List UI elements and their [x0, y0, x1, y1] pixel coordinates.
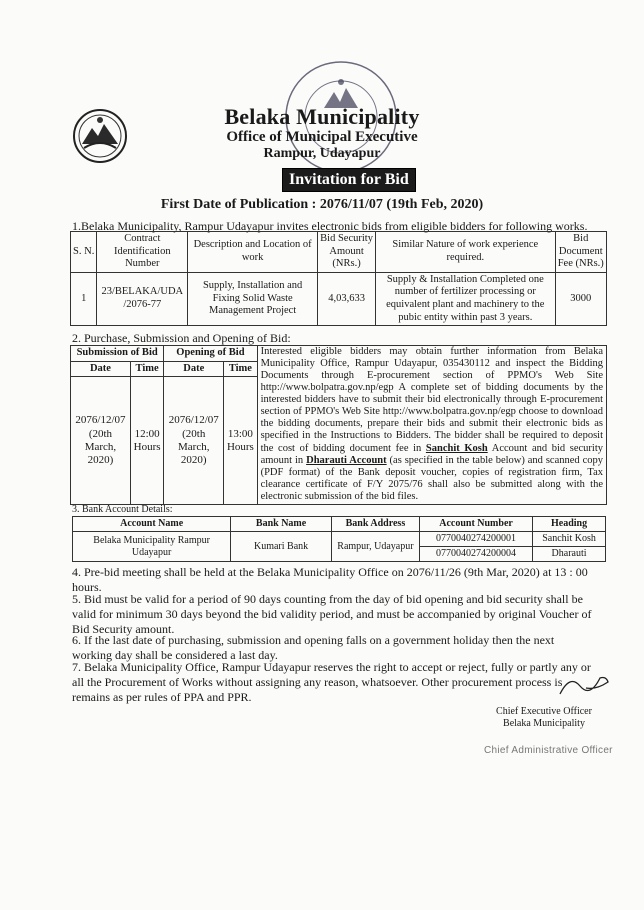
account-heading: Sanchit Kosh: [533, 532, 606, 547]
intro-text: 1.Belaka Municipality, Rampur Udayapur invites electronic bids from eligible bidders for following works.: [72, 219, 588, 233]
publication-date: First Date of Publication : 2076/11/07 (19th Feb, 2020): [160, 197, 484, 212]
sub-date-header: Date: [71, 361, 131, 377]
note-validity: 5. Bid must be valid for a period of 90 days counting from the day of bid opening and bid security shall be valid for minimum 30 days beyond the bid validity period, and must be accompanied by original Voucher of Bid Security amount.: [72, 592, 592, 636]
egp-link-1[interactable]: http://www.bolpatra.gov.np/egp: [260, 382, 394, 394]
bank-name: Kumari Bank: [231, 532, 332, 562]
municipality-title: Belaka Municipality: [224, 104, 420, 129]
open-time-header: Time: [224, 361, 257, 377]
dharauti-account-text: Dharauti Account: [306, 454, 387, 466]
account-name: Belaka Municipality Rampur Udayapur: [73, 532, 231, 562]
sub-time-header: Time: [130, 361, 163, 377]
instructions-text-a: Interested eligible bidders may obtain further information from Belaka Municipality Office, Rampur Udayapur, 035430112 and inspect the Bidding Documents through E-procurement section of PPMO's Web Site: [260, 346, 603, 382]
section2-title: 2. Purchase, Submission and Opening of Bid:: [72, 331, 291, 345]
header-bank-address: Bank Address: [331, 517, 419, 532]
bid-instructions: [257, 346, 606, 505]
instructions-text-d: Account and bid security amount in: [260, 442, 604, 466]
opening-header: Opening of Bid: [164, 346, 257, 362]
instructions-text-c: choose to download the bidding documents, prepare their bids and submit their electronic bids as specified in the Instructions to Bidders. The bidder shall be required to deposit the cost of bidding document fee in: [260, 406, 603, 454]
cell-sn: 1: [71, 272, 97, 325]
cell-fee: 3000: [555, 272, 606, 325]
header-account-number: Account Number: [419, 517, 532, 532]
signatory-org: Belaka Municipality: [503, 718, 585, 729]
submission-date: 2076/12/07 (20th March, 2020): [71, 377, 131, 505]
cell-security: 4,03,633: [318, 272, 376, 325]
account-number: 0770040274200004: [419, 547, 532, 562]
header-security: Bid Security Amount (NRs.): [318, 232, 376, 273]
bank-account-table: [72, 516, 606, 562]
header-bank-name: Bank Name: [231, 517, 332, 532]
cell-experience: Supply & Installation Completed one number of fertilizer processing or equivalent plant and machinery to the pubic entity within past 3 years.: [376, 272, 555, 325]
note-rights: 7. Belaka Municipality Office, Rampur Udayapur reserves the right to accept or reject, fully or partly any or all the Procurement of Works without assigning any reason, whatsoever. Other procurement process is remains as per rules of PPA and PPR.: [72, 660, 591, 704]
header-heading: Heading: [533, 517, 606, 532]
cell-contract-id: 23/BELAKA/UDA /2076-77: [97, 272, 188, 325]
egp-link-2[interactable]: http://www.bolpatra.gov.np/egp: [382, 406, 516, 418]
instructions-text-e: (as specified in the table below) and scanned copy (PDF format) of the Bank deposit voucher, copies of registration firm, Tax clearance certificate of F/Y 2075/76 shall also be submitted along with the electronic submission of the bid files.: [260, 454, 603, 502]
header-description: Description and Location of work: [188, 232, 318, 273]
open-date-header: Date: [164, 361, 224, 377]
submission-header: Submission of Bid: [71, 346, 164, 362]
signature-icon: [556, 668, 612, 700]
header-contract-id: Contract Identification Number: [97, 232, 188, 273]
opening-time: 13:00 Hours: [224, 377, 257, 505]
cell-description: Supply, Installation and Fixing Solid Waste Management Project: [188, 272, 318, 325]
bid-schedule-table: [70, 345, 607, 505]
opening-date: 2076/12/07 (20th March, 2020): [164, 377, 224, 505]
works-table: [70, 231, 607, 326]
office-name: Office of Municipal Executive: [226, 129, 418, 145]
header-experience: Similar Nature of work experience required.: [376, 232, 555, 273]
header-fee: Bid Document Fee (NRs.): [555, 232, 606, 273]
works-table-header: [71, 232, 607, 273]
header-account-name: Account Name: [73, 517, 231, 532]
submission-time: 12:00 Hours: [130, 377, 163, 505]
section3-title: 3. Bank Account Details:: [72, 504, 173, 515]
sanchit-kosh-text: Sanchit Kosh: [425, 442, 488, 454]
bank-address: Rampur, Udayapur: [331, 532, 419, 562]
invitation-banner: Invitation for Bid: [282, 168, 416, 192]
instructions-text-b: A complete set of bidding documents by the interested bidders have to submit their bid electronically through E-procurement section of PPMO's Web Site: [260, 382, 603, 418]
account-number: 0770040274200001: [419, 532, 532, 547]
account-heading: Dharauti: [533, 547, 606, 562]
signatory-title: Chief Executive Officer: [496, 706, 592, 717]
office-address: Rampur, Udayapur: [263, 146, 381, 161]
note-holiday: 6. If the last date of purchasing, submission and opening falls on a government holiday then the next working day shall be considered a last day.: [72, 633, 555, 662]
note-prebid: 4. Pre-bid meeting shall be held at the Belaka Municipality Office on 2076/11/26 (9th Mar, 2020) at 13 : 00 hours.: [72, 565, 588, 594]
officer-stamp: Chief Administrative Officer: [484, 745, 613, 756]
header-sn: S. N.: [71, 232, 97, 273]
works-table-row: [71, 272, 607, 325]
